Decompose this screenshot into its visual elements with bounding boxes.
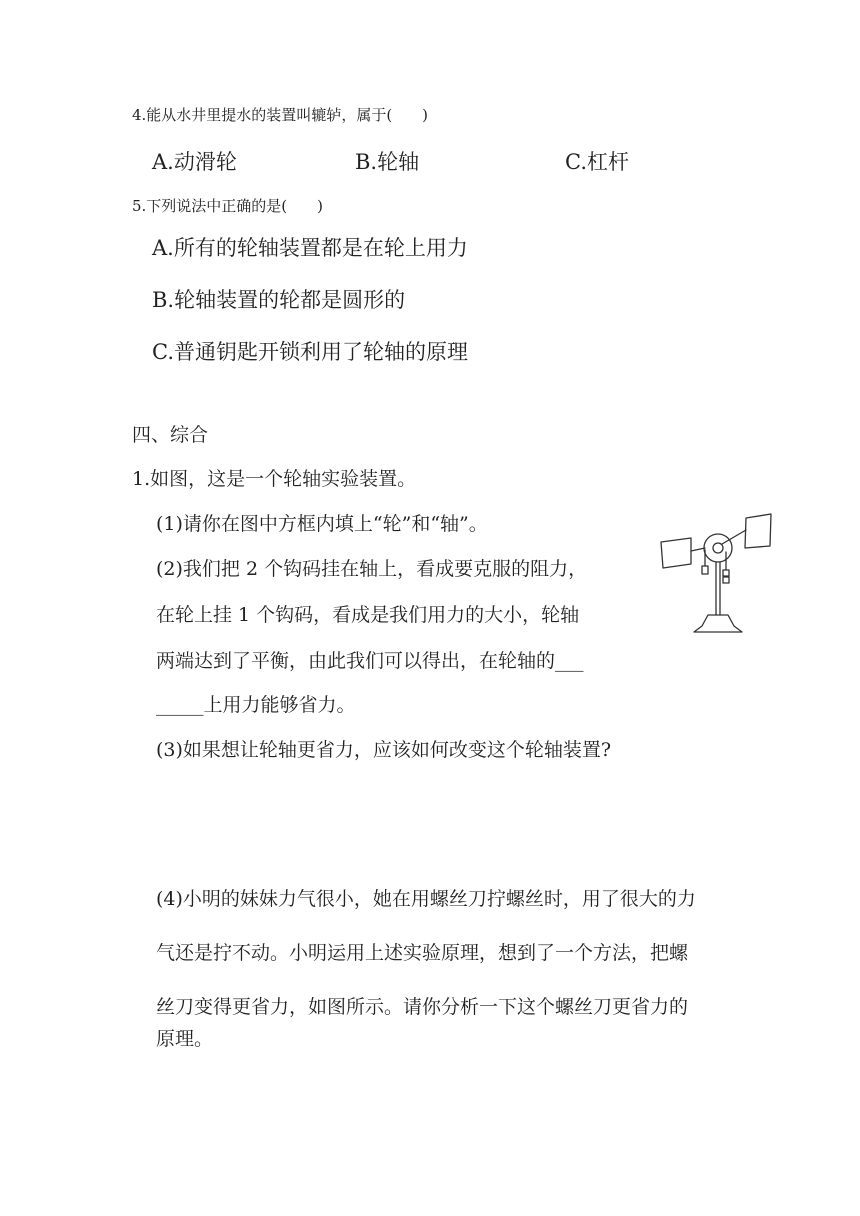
- question-1-part-2-line-4: _____上用力能够省力。: [156, 694, 356, 716]
- question-1-part-4-line-2: 气还是拧不动。小明运用上述实验原理，想到了一个方法，把螺: [156, 942, 689, 964]
- question-1-part-2-line-2: 在轮上挂 1 个钩码，看成是我们用力的大小，轮轴: [156, 604, 580, 626]
- question-4-option-b: B.轮轴: [355, 150, 420, 174]
- right-answer-box: [745, 514, 771, 548]
- stand-base: [694, 615, 742, 632]
- question-1-part-2-line-1: (2)我们把 2 个钩码挂在轴上，看成要克服的阻力，: [156, 558, 588, 580]
- comprehensive-question-1-stem: 1.如图，这是一个轮轴实验装置。: [132, 468, 417, 490]
- wheel-and-axle-apparatus-figure: [658, 508, 778, 642]
- axle: [713, 543, 723, 553]
- question-1-part-1: (1)请你在图中方框内填上“轮”和“轴”。: [156, 513, 488, 535]
- question-1-part-4-line-3: 丝刀变得更省力，如图所示。请你分析一下这个螺丝刀更省力的: [156, 996, 689, 1018]
- question-1-part-4-line-4: 原理。: [156, 1028, 214, 1050]
- section-heading: 四、综合: [132, 424, 209, 446]
- question-4-option-a: A.动滑轮: [152, 150, 237, 174]
- question-4-stem: 4.能从水井里提水的装置叫辘轳，属于( ): [132, 106, 429, 124]
- question-1-part-3: (3)如果想让轮轴更省力，应该如何改变这个轮轴装置?: [156, 739, 612, 761]
- question-5-option-a: A.所有的轮轴装置都是在轮上用力: [152, 236, 468, 260]
- question-5-option-b: B.轮轴装置的轮都是圆形的: [152, 288, 406, 312]
- question-5-stem: 5.下列说法中正确的是( ): [132, 197, 324, 215]
- left-answer-box: [661, 538, 691, 568]
- question-1-part-2-line-3: 两端达到了平衡，由此我们可以得出，在轮轴的___: [156, 650, 584, 672]
- question-1-part-4-line-1: (4)小明的妹妹力气很小，她在用螺丝刀拧螺丝时，用了很大的力: [156, 888, 696, 910]
- wheel: [704, 534, 732, 562]
- question-5-option-c: C.普通钥匙开锁利用了轮轴的原理: [152, 340, 468, 364]
- question-4-option-c: C.杠杆: [565, 150, 629, 174]
- hanging-weight-left: [702, 566, 708, 574]
